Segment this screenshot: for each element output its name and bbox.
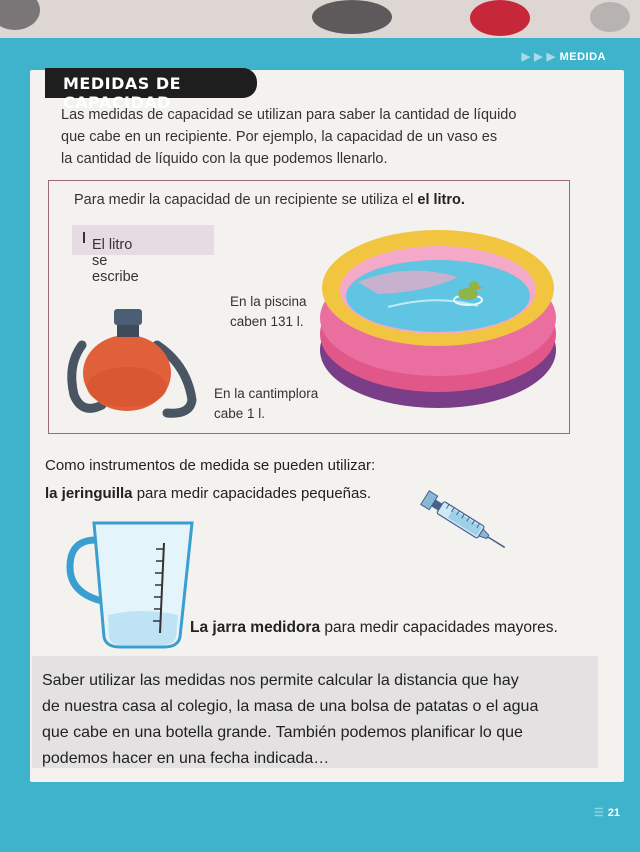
tablecloth-dot	[0, 0, 40, 30]
syringe-description: la jeringuilla para medir capacidades pequeñas.	[45, 485, 372, 502]
jug-description: La jarra medidora para medir capacidades mayores.	[190, 619, 558, 636]
litre-definition: Para medir la capacidad de un recipiente se utiliza el el litro.	[74, 192, 465, 208]
page-number: ☰ 21	[593, 807, 620, 819]
syringe-icon	[412, 482, 517, 564]
page-title: MEDIDAS DE CAPACIDAD	[63, 74, 182, 112]
measuring-jug-icon	[64, 515, 204, 650]
note-text: Saber utilizar las medidas nos permite calcular la distancia que hay de nuestra casa al colegio, la masa de una bolsa de patatas o el agua que cabe en una botella grande. También podemos planificar lo que podemos hacer en una fecha indicada…	[42, 672, 539, 767]
page-title-bar	[45, 68, 257, 112]
pool-caption: En la piscina caben 131 l.	[230, 294, 307, 329]
litre-symbol-tag: El litro se escribe l	[72, 225, 214, 255]
tablecloth-dot	[470, 0, 530, 36]
canteen-illustration	[62, 305, 212, 420]
pool-illustration	[318, 222, 558, 410]
canteen-caption: En la cantimplora cabe 1 l.	[214, 386, 319, 421]
section-arrows-icon: ▶ ▶ ▶	[521, 51, 556, 63]
instruments-intro: Como instrumentos de medida se pueden utilizar:	[45, 457, 376, 474]
tablecloth-dot	[312, 0, 392, 34]
stripes-icon: ☰	[593, 807, 604, 819]
intro-paragraph: Las medidas de capacidad se utilizan para saber la cantidad de líquido que cabe en un recipiente. Por ejemplo, la capacidad de un vaso es la cantidad de líquido con la que podemos llenarlo.	[61, 107, 517, 167]
section-tag: ▶ ▶ ▶ MEDIDA	[521, 51, 606, 63]
tablecloth-dot	[590, 2, 630, 32]
